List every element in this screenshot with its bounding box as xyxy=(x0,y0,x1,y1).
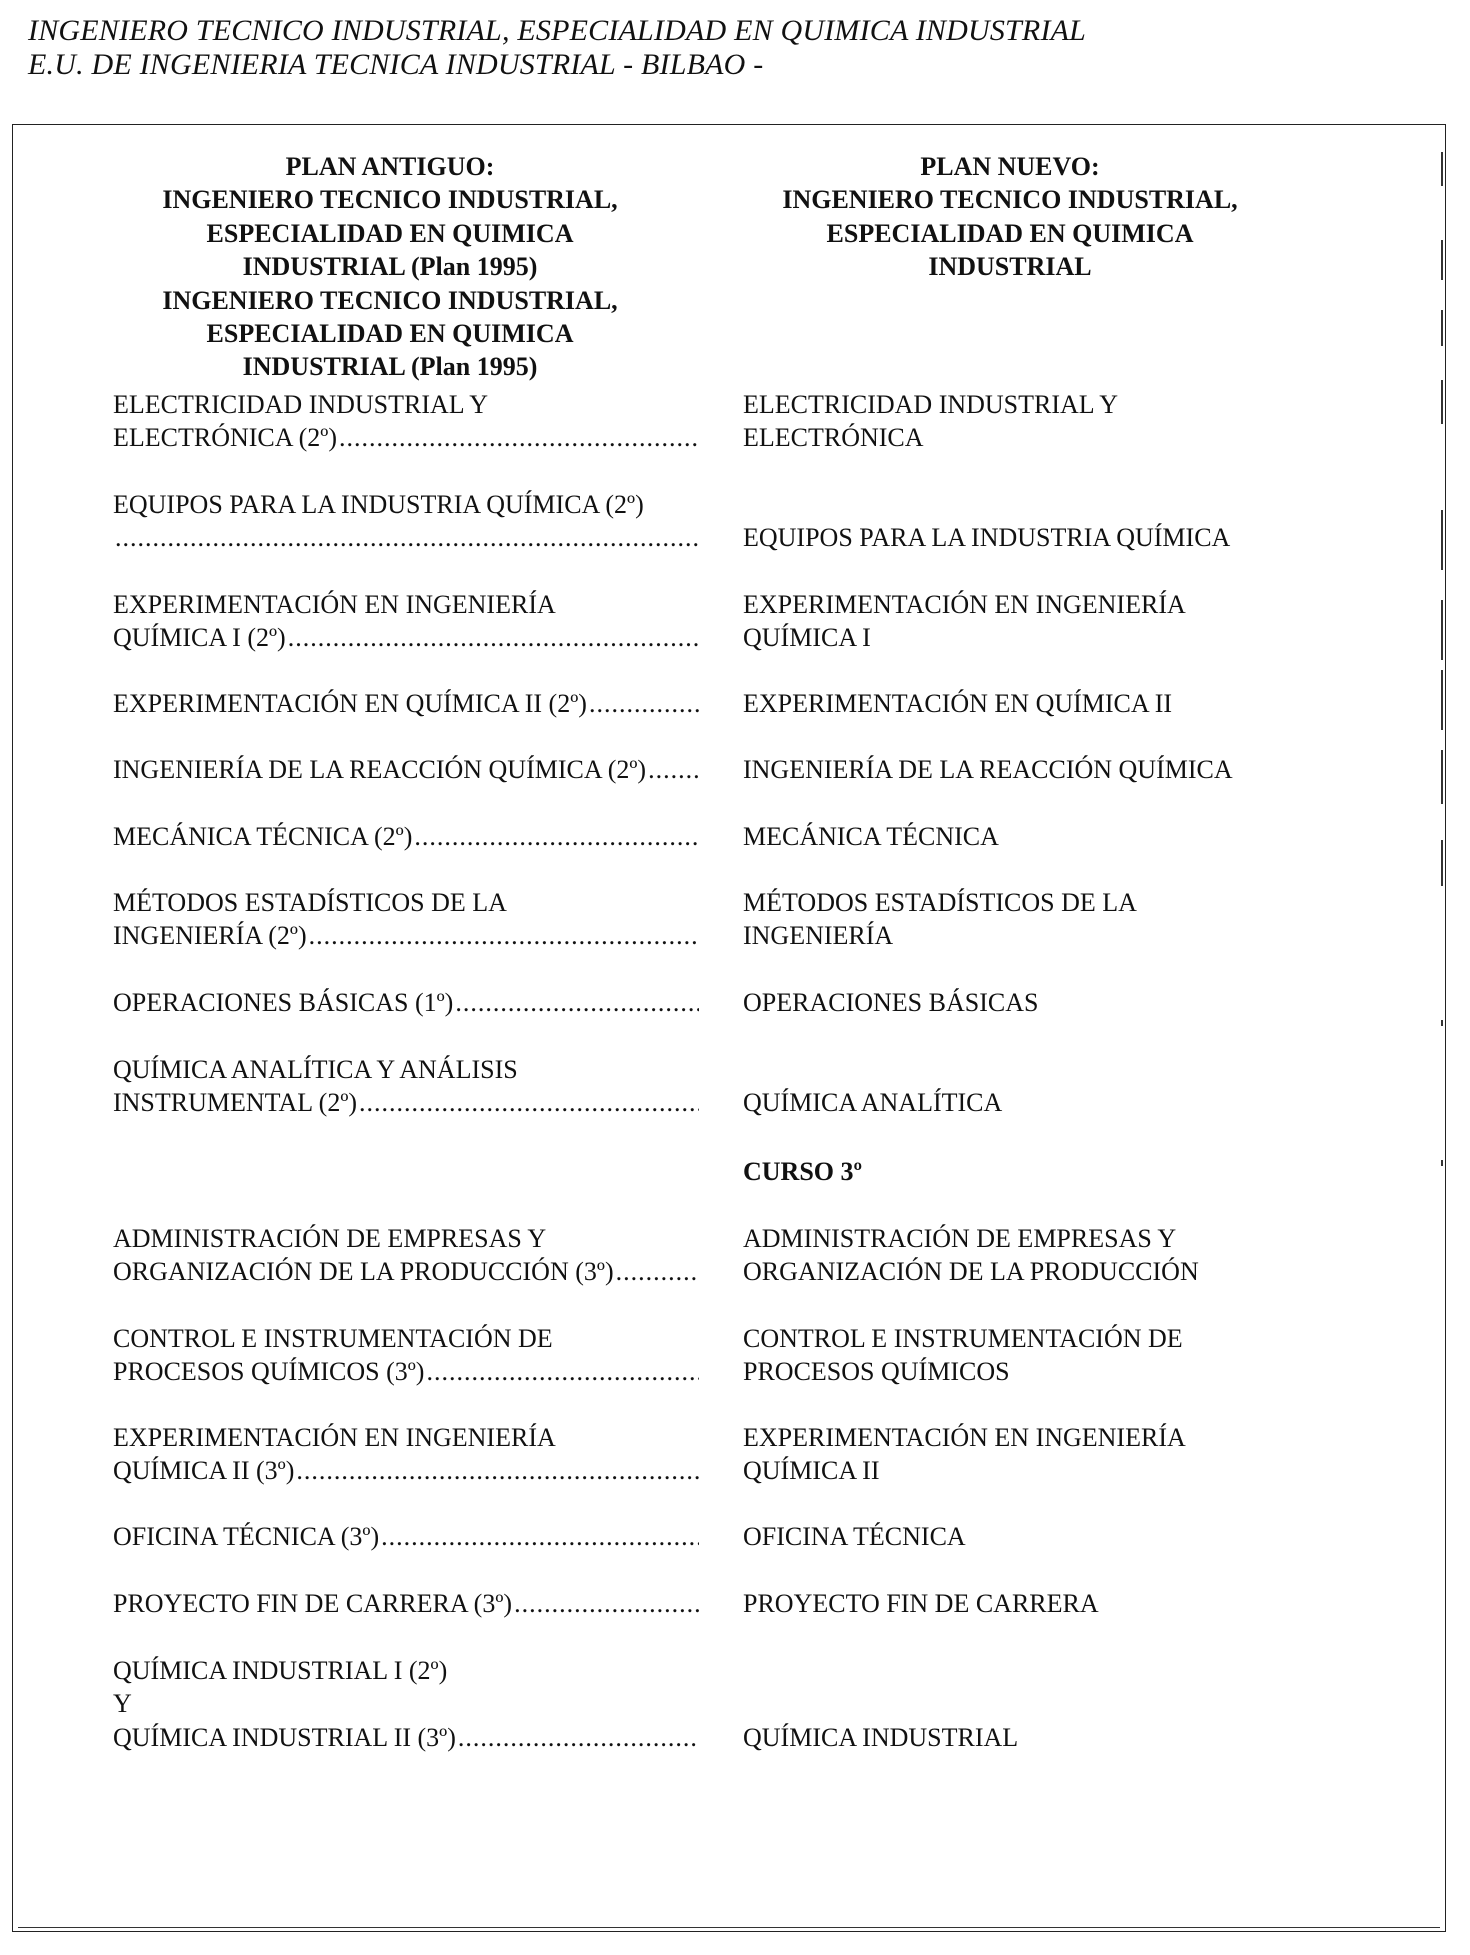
new-subject-line xyxy=(743,1654,1303,1687)
old-subject xyxy=(113,1053,699,1120)
new-plan-heading-line: PLAN NUEVO: xyxy=(920,152,1100,181)
old-subject-line: MÉTODOS ESTADÍSTICOS DE LA xyxy=(113,888,507,917)
new-plan-heading xyxy=(730,150,1290,284)
new-subject-line: INGENIERÍA xyxy=(743,921,894,951)
new-subject xyxy=(743,1421,1303,1488)
new-subject-line xyxy=(743,1053,1303,1086)
new-subject-line: ELECTRICIDAD INDUSTRIAL Y xyxy=(743,390,1119,419)
new-subject-line: MECÁNICA TÉCNICA xyxy=(743,822,999,851)
new-plan-heading-line: INDUSTRIAL xyxy=(928,252,1092,282)
new-subject xyxy=(743,1053,1303,1120)
new-subject-line: OPERACIONES BÁSICAS xyxy=(743,988,1039,1017)
document-header xyxy=(28,14,1086,82)
dot-leader xyxy=(589,687,699,720)
old-subject-line: QUÍMICA II (3º) ..... xyxy=(113,1454,699,1487)
new-subject xyxy=(743,886,1303,953)
dot-leader xyxy=(309,919,699,952)
old-subject-line: QUÍMICA ANALÍTICA Y ANÁLISIS xyxy=(113,1055,518,1084)
dot-leader xyxy=(616,1255,699,1288)
old-subject-line: QUÍMICA INDUSTRIAL II (3º) ..... xyxy=(113,1721,699,1754)
old-subject-line: INGENIERÍA (2º) ..... xyxy=(113,919,699,952)
new-subject-line: EXPERIMENTACIÓN EN INGENIERÍA xyxy=(743,590,1186,619)
new-subject xyxy=(743,1322,1303,1389)
old-plan-heading-line: INDUSTRIAL (Plan 1995) xyxy=(242,252,538,282)
new-subject xyxy=(743,1654,1303,1754)
new-subject xyxy=(743,488,1303,555)
new-subject-line: INGENIERÍA DE LA REACCIÓN QUÍMICA xyxy=(743,755,1233,784)
old-plan-heading xyxy=(110,150,670,384)
old-subject xyxy=(113,886,699,953)
old-subject-line: INSTRUMENTAL (2º) ..... xyxy=(113,1086,699,1119)
new-subject-line: EXPERIMENTACIÓN EN INGENIERÍA xyxy=(743,1423,1186,1452)
dot-leader xyxy=(455,986,699,1019)
new-subject xyxy=(743,986,1303,1019)
table-bottom-rule xyxy=(18,1927,1440,1928)
new-subject-line: ORGANIZACIÓN DE LA PRODUCCIÓN xyxy=(743,1257,1199,1287)
dot-leader xyxy=(115,521,699,554)
new-subject-line: ELECTRÓNICA xyxy=(743,423,924,453)
old-subject xyxy=(113,1520,699,1553)
old-subject-line: EQUIPOS PARA LA INDUSTRIA QUÍMICA (2º) xyxy=(113,490,644,519)
new-subject-line: EXPERIMENTACIÓN EN QUÍMICA II xyxy=(743,689,1173,718)
old-subject xyxy=(113,388,699,455)
old-subject-line: EXPERIMENTACIÓN EN INGENIERÍA xyxy=(113,590,556,619)
new-plan-heading-line: INGENIERO TECNICO INDUSTRIAL, xyxy=(782,185,1238,215)
old-subject-line: EXPERIMENTACIÓN EN INGENIERÍA xyxy=(113,1423,556,1452)
new-subject-line: QUÍMICA ANALÍTICA xyxy=(743,1088,1003,1118)
new-subject-line: PROYECTO FIN DE CARRERA xyxy=(743,1589,1099,1618)
old-subject-line: ORGANIZACIÓN DE LA PRODUCCIÓN (3º) ..... xyxy=(113,1255,699,1288)
old-plan-heading-line: ESPECIALIDAD EN QUIMICA xyxy=(206,218,574,248)
header-line-1: INGENIERO TECNICO INDUSTRIAL, ESPECIALIDAD EN QUIMICA INDUSTRIAL xyxy=(28,14,1087,47)
new-subject xyxy=(743,1520,1303,1553)
old-subject-line: QUÍMICA INDUSTRIAL I (2º) xyxy=(113,1656,448,1685)
new-subject xyxy=(743,588,1303,655)
old-subject-line: INGENIERÍA DE LA REACCIÓN QUÍMICA (2º) ..... xyxy=(113,753,699,786)
old-subject xyxy=(113,1421,699,1488)
new-subject xyxy=(743,1587,1303,1620)
dot-leader xyxy=(514,1587,699,1620)
new-subject xyxy=(743,388,1303,455)
new-subject-line: QUÍMICA INDUSTRIAL xyxy=(743,1722,1019,1752)
section-title: CURSO 3º xyxy=(743,1157,863,1186)
new-subject-line: OFICINA TÉCNICA xyxy=(743,1522,966,1551)
new-subject-line xyxy=(743,1687,1303,1720)
old-subject xyxy=(113,1587,699,1620)
new-plan-heading-line: ESPECIALIDAD EN QUIMICA xyxy=(826,218,1194,248)
new-subject-line: EQUIPOS PARA LA INDUSTRIA QUÍMICA xyxy=(743,523,1231,553)
old-subject xyxy=(113,1654,699,1754)
old-subject-line: QUÍMICA I (2º) ..... xyxy=(113,621,699,654)
dot-leader xyxy=(414,820,699,853)
dot-leader xyxy=(426,1355,699,1388)
new-subject-line: CONTROL E INSTRUMENTACIÓN DE xyxy=(743,1324,1183,1353)
dot-leader xyxy=(296,1454,699,1487)
old-subject-line: PROYECTO FIN DE CARRERA (3º) ..... xyxy=(113,1587,699,1620)
old-subject xyxy=(113,588,699,655)
old-subject xyxy=(113,687,699,720)
old-subject-line xyxy=(113,521,699,554)
new-subject-line: QUÍMICA II xyxy=(743,1456,880,1486)
old-plan-heading-line: INGENIERO TECNICO INDUSTRIAL, xyxy=(162,285,618,315)
dot-leader xyxy=(648,753,699,786)
old-subject-line: ELECTRÓNICA (2º) ..... xyxy=(113,421,699,454)
old-subject-line: CONTROL E INSTRUMENTACIÓN DE xyxy=(113,1324,553,1353)
new-subject-line: PROCESOS QUÍMICOS xyxy=(743,1357,1010,1387)
new-subject-line: MÉTODOS ESTADÍSTICOS DE LA xyxy=(743,888,1137,917)
margin-scan-marks xyxy=(1441,150,1447,1850)
new-subject-line: QUÍMICA I xyxy=(743,623,871,653)
dot-leader xyxy=(339,421,699,454)
old-subject-line: ELECTRICIDAD INDUSTRIAL Y xyxy=(113,390,489,419)
old-plan-heading-line: INDUSTRIAL (Plan 1995) xyxy=(242,352,538,382)
new-subject-line: ADMINISTRACIÓN DE EMPRESAS Y xyxy=(743,1224,1177,1253)
old-subject-line: EXPERIMENTACIÓN EN QUÍMICA II (2º) ..... xyxy=(113,687,699,720)
old-plan-heading-line: INGENIERO TECNICO INDUSTRIAL, xyxy=(162,185,618,215)
new-subject-line xyxy=(743,488,1303,521)
old-subject xyxy=(113,1322,699,1389)
old-subject xyxy=(113,1222,699,1289)
dot-leader xyxy=(381,1520,699,1553)
old-plan-heading-line: PLAN ANTIGUO: xyxy=(285,152,495,181)
old-subject-line: ADMINISTRACIÓN DE EMPRESAS Y xyxy=(113,1224,547,1253)
new-subject xyxy=(743,753,1303,786)
new-subject xyxy=(743,820,1303,853)
new-subject xyxy=(743,687,1303,720)
dot-leader xyxy=(359,1086,699,1119)
old-subject xyxy=(113,820,699,853)
dot-leader xyxy=(458,1721,699,1754)
old-subject-line: OPERACIONES BÁSICAS (1º) ..... xyxy=(113,986,699,1019)
header-line-2: E.U. DE INGENIERIA TECNICA INDUSTRIAL - BILBAO - xyxy=(28,48,764,81)
old-subject xyxy=(113,488,699,555)
old-subject xyxy=(113,986,699,1019)
old-subject xyxy=(113,753,699,786)
dot-leader xyxy=(288,621,699,654)
old-subject-line: PROCESOS QUÍMICOS (3º) ..... xyxy=(113,1355,699,1388)
old-plan-heading-line: ESPECIALIDAD EN QUIMICA xyxy=(206,319,574,349)
new-subject xyxy=(743,1222,1303,1289)
old-subject-line: OFICINA TÉCNICA (3º) ..... xyxy=(113,1520,699,1553)
old-subject-line: Y xyxy=(113,1689,132,1719)
old-subject-line: MECÁNICA TÉCNICA (2º) ..... xyxy=(113,820,699,853)
